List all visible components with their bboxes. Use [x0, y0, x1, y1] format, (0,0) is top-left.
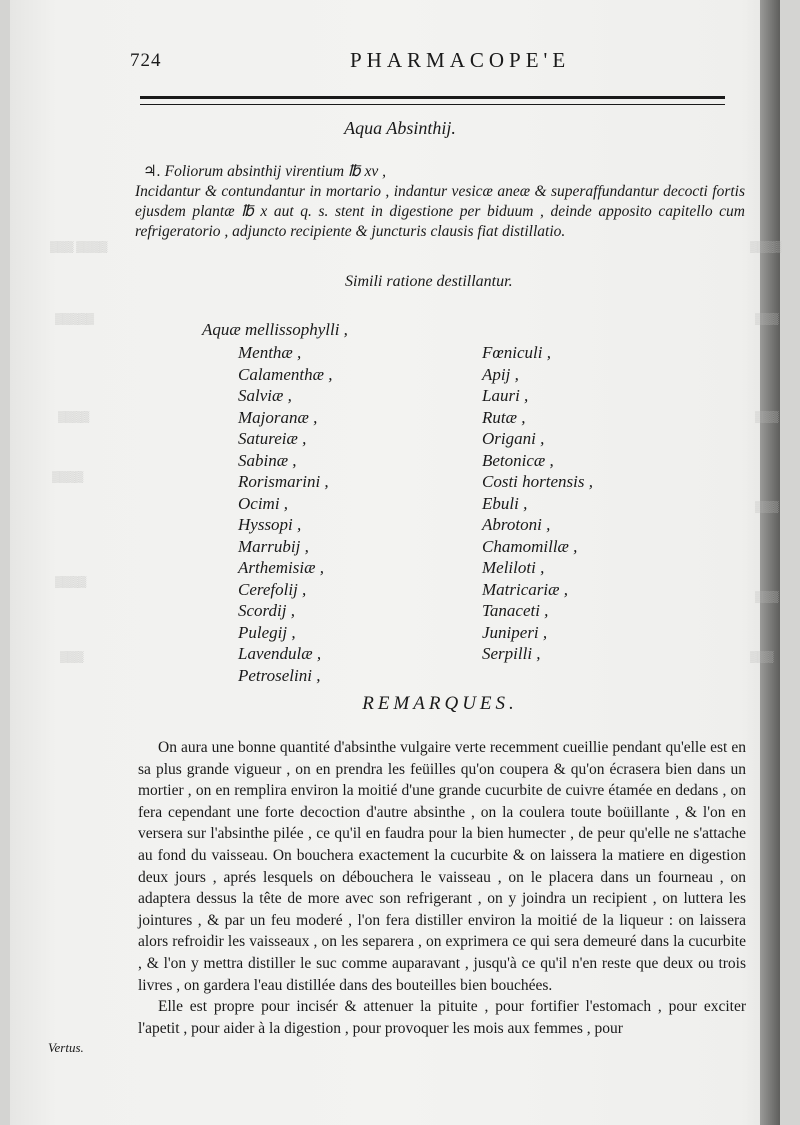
- herb-item: Abrotoni ,: [482, 515, 551, 534]
- herbs-list-right: [482, 342, 593, 665]
- herb-item: Salviæ ,: [238, 386, 292, 405]
- herb-item: Lauri ,: [482, 386, 529, 405]
- bleed-through-mark: ▒▒▒: [755, 501, 779, 513]
- herb-item: Rutæ ,: [482, 407, 526, 427]
- herb-item: Satureiæ ,: [238, 429, 307, 448]
- bleed-through-mark: ▒▒▒▒: [58, 411, 90, 423]
- herb-item: Fœniculi ,: [482, 343, 551, 362]
- herb-item: Pulegij ,: [238, 622, 296, 642]
- herb-item: Origani ,: [482, 429, 545, 448]
- herb-item: Petroselini ,: [238, 665, 321, 685]
- herb-item: Tanaceti ,: [482, 601, 549, 620]
- bleed-through-mark: ▒▒▒▒: [52, 471, 84, 483]
- herb-item: Matricariæ ,: [482, 579, 568, 599]
- herbs-lead: Aquæ mellissophylli ,: [202, 320, 348, 339]
- remarks-heading: REMARQUES.: [362, 693, 518, 714]
- similar-heading: Simili ratione destillantur.: [345, 273, 513, 290]
- herb-item: Hyssopi ,: [238, 515, 302, 534]
- bleed-through-mark: ▒▒▒▒▒: [55, 313, 94, 325]
- remarks-paragraph: On aura une bonne quantité d'absinthe vulgaire verte recemment cueillie pendant qu'elle est en sa plus grande vigueur , on en prendra les feüilles qu'on coupera & qu'on écrasera bien dans un mortier , on en remplira environ la moitié d'une grande cucurbite de cuivre étamée en dedans , on fera cependant une forte decoction d'autre absinthe , on la coulera toute boüillante , & l'on en versera sur l'absinthe pilée , ce qu'il en faudra pour la bien humecter , de peur qu'elle ne s'attache au fond du vaisseau. On bouchera exactement la cucurbite & on laissera la matiere en digestion deux jours , aprés lesquels on débouchera le vaisseau , on le placera dans un fourneau , on adaptera dessus la tête de more avec son refrigerant , on y joindra un recipient , on luttera les jointures , & par un feu moderé , l'on fera distiller environ la moitié de la liqueur : on laissera alors refroidir les vaisseaux , on les separera , on exprimera ce qui sera demeuré dans la cucurbite , & l'on y mettra distiller le suc comme auparavant , jusqu'à ce qu'il n'en reste que deux ou trois livres , on gardera l'eau distillée dans des bouteilles bien bouchées.: [138, 739, 746, 994]
- herb-item: Serpilli ,: [482, 644, 541, 663]
- herb-item: Juniperi ,: [482, 622, 548, 642]
- remarks-body: [138, 737, 746, 1039]
- herb-item: Rorismarini ,: [238, 472, 329, 491]
- herb-item: Arthemisiæ ,: [238, 558, 324, 577]
- herb-item: Meliloti ,: [482, 558, 545, 577]
- herb-item: Majoranæ ,: [238, 407, 318, 427]
- herb-item: Lavendulæ ,: [238, 644, 322, 663]
- herb-item: Calamenthæ ,: [238, 364, 333, 384]
- recipe-prescription-line: ♃. Foliorum absinthij virentium ℔ xv ,: [143, 163, 386, 180]
- bleed-through-mark: ▒▒▒: [60, 651, 84, 663]
- bleed-through-mark: ▒▒▒: [755, 591, 779, 603]
- bleed-through-mark: ▒▒▒: [755, 313, 779, 325]
- bleed-through-mark: ▒▒▒▒: [55, 576, 87, 588]
- bleed-through-mark: ▒▒▒▒: [750, 241, 782, 253]
- bleed-through-mark: ▒▒▒: [750, 651, 774, 663]
- herb-item: Menthæ ,: [238, 343, 302, 362]
- herb-item: Cerefolij ,: [238, 579, 307, 599]
- herb-item: Betonicæ ,: [482, 450, 554, 470]
- herb-item: Costi hortensis ,: [482, 472, 593, 491]
- herb-item: Scordij ,: [238, 601, 295, 620]
- recipe-instructions: Incidantur & contundantur in mortario , indantur vesicæ aneæ & superaffundantur decocti fortis ejusdem plantæ ℔ x aut q. s. stent in digestione per biduum , deinde apposito capitello cum refrigeratorio , adjuncto recipiente & juncturis clausis fiat distillatio.: [135, 183, 745, 240]
- header-rule: [140, 96, 725, 105]
- herb-item: Chamomillæ ,: [482, 536, 578, 556]
- margin-note: Vertus.: [48, 1040, 84, 1055]
- herb-item: Apij ,: [482, 364, 519, 384]
- book-spine-shadow: [760, 0, 780, 1125]
- page-number: 724: [130, 50, 162, 71]
- herb-item: Sabinæ ,: [238, 450, 297, 470]
- section-title: Aqua Absinthij.: [344, 118, 456, 138]
- bleed-through-mark: ▒▒▒: [755, 411, 779, 423]
- running-title: PHARMACOPE'E: [350, 48, 571, 72]
- bleed-through-mark: ▒▒▒ ▒▒▒▒: [50, 241, 108, 253]
- herb-item: Ebuli ,: [482, 493, 528, 513]
- herb-item: Ocimi ,: [238, 493, 289, 513]
- recipe-block: [135, 162, 745, 242]
- page-header: [130, 50, 730, 80]
- herbs-list-left: [238, 342, 332, 686]
- remarks-paragraph: Elle est propre pour incisér & attenuer la pituite , pour fortifier l'estomach , pour exciter l'apetit , pour aider à la digestion , pour provoquer les mois aux femmes , pour: [138, 998, 746, 1037]
- herb-item: Marrubij ,: [238, 536, 309, 556]
